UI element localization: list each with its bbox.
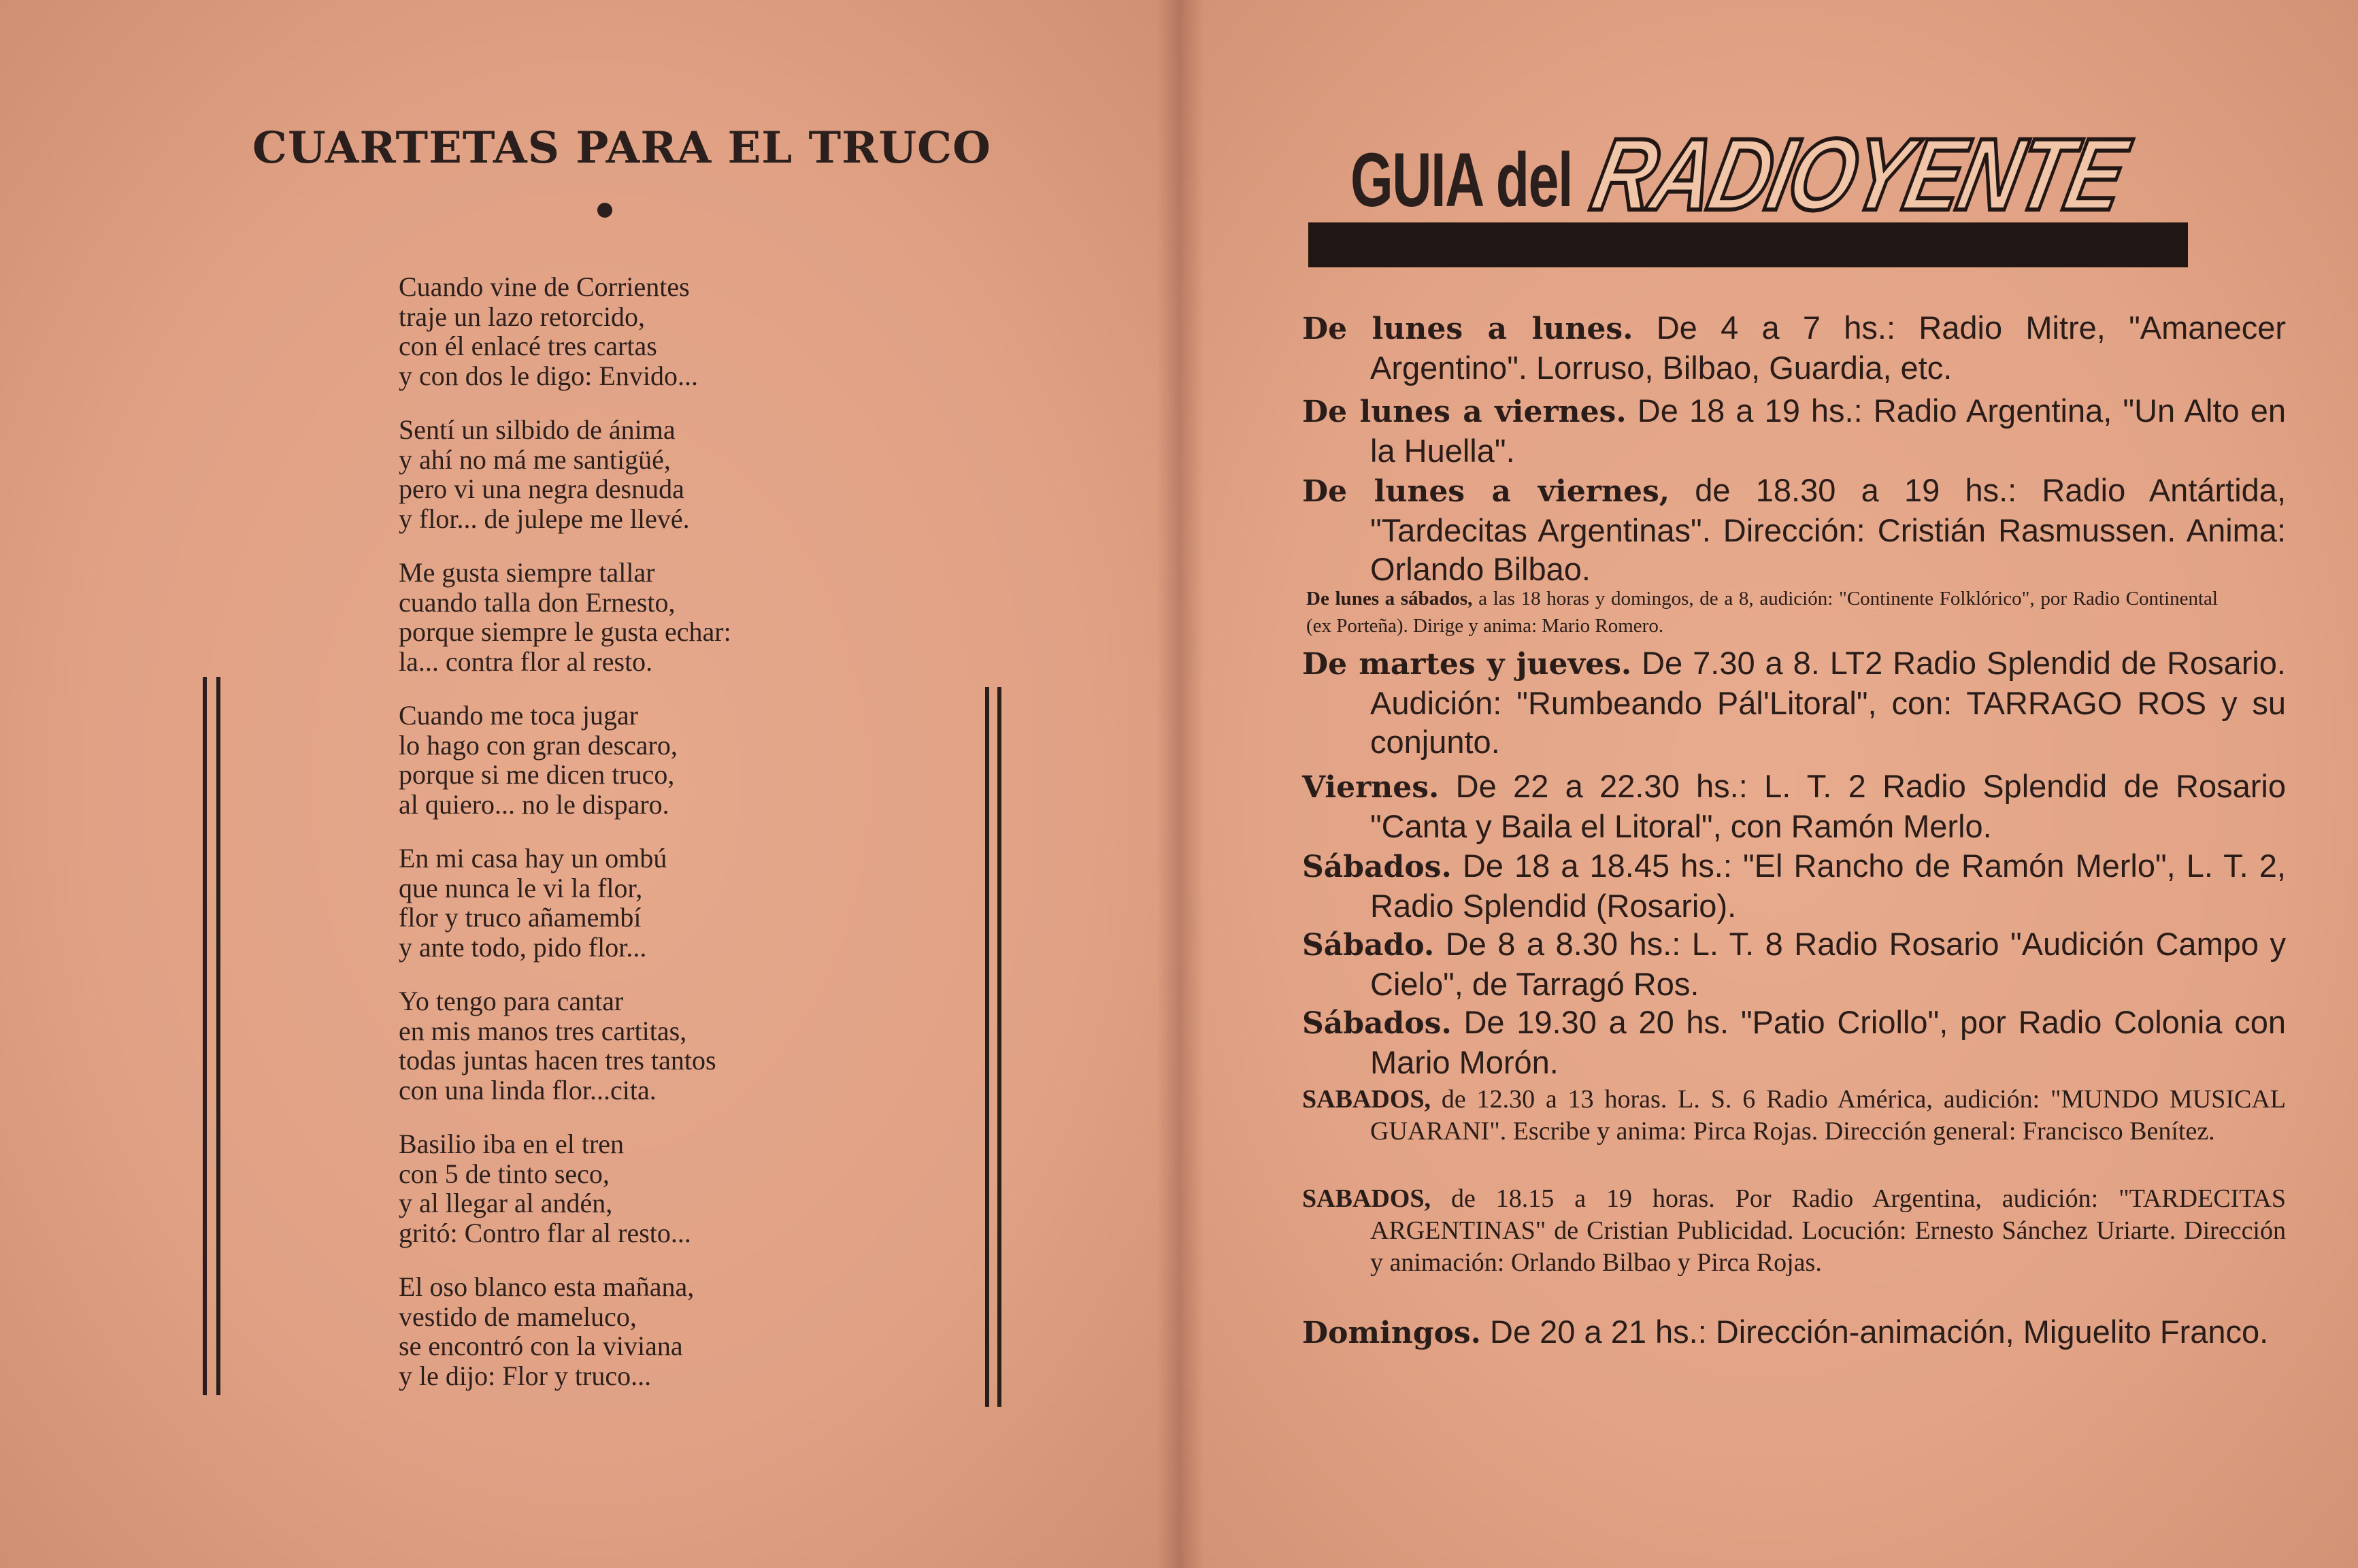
verse-line: y flor... de julepe me llevé. xyxy=(399,503,690,534)
verse-line: cuando talla don Ernesto, xyxy=(399,586,676,618)
verse-line: con una linda flor...cita. xyxy=(399,1074,657,1105)
entry-details: De 8 a 8.30 hs.: L. T. 8 Radio Rosario "Audición Campo y Cielo", de Tarragó Ros. xyxy=(1370,926,2286,1002)
verse-line: en mis manos tres cartitas, xyxy=(399,1015,687,1046)
entry-day: Sábados. xyxy=(1302,850,1452,884)
guide-entry xyxy=(1302,924,2286,1003)
verse-line: y con dos le digo: Envido... xyxy=(399,360,698,391)
verse-line: con 5 de tinto seco, xyxy=(399,1158,610,1189)
verse-line: todas juntas hacen tres tantos xyxy=(399,1045,716,1075)
guide-entry xyxy=(1302,1003,2286,1082)
vertical-rule xyxy=(985,687,989,1407)
verse-line: gritó: Contro flar al resto... xyxy=(399,1217,691,1248)
verse-line: pero vi una negra desnuda xyxy=(399,473,684,504)
entry-details: De 22 a 22.30 hs.: L. T. 2 Radio Splendid de Rosario "Canta y Baila el Litoral", con Ramón Merlo. xyxy=(1370,768,2286,844)
entry-day: Sábados. xyxy=(1302,1006,1452,1041)
stanza xyxy=(399,986,889,1105)
entry-day: De lunes a lunes. xyxy=(1302,312,1633,346)
stanza xyxy=(399,701,889,819)
entry-day: Viernes. xyxy=(1302,770,1440,805)
verse-line: traje un lazo retorcido, xyxy=(399,301,646,332)
page-title: CUARTETAS PARA EL TRUCO xyxy=(252,122,991,173)
guide-entry xyxy=(1302,846,2286,925)
stanza xyxy=(399,844,889,962)
entry-day: De lunes a viernes, xyxy=(1302,474,1670,509)
vertical-rule xyxy=(203,677,207,1395)
stanza xyxy=(399,558,889,676)
entry-details: De 19.30 a 20 hs. "Patio Criollo", por Radio Colonia con Mario Morón. xyxy=(1370,1004,2286,1080)
verse-line: con él enlacé tres cartas xyxy=(399,331,657,361)
verse-line: y al llegar al andén, xyxy=(399,1188,613,1218)
header-guia: GUIA del xyxy=(1350,137,1573,222)
guide-entry xyxy=(1302,1183,2286,1279)
entry-day: Sábado. xyxy=(1302,928,1435,963)
header-radioyente-logo: RADIOYENTE xyxy=(1583,117,2134,231)
verse-line: En mi casa hay un ombú xyxy=(399,843,667,873)
entry-details: De 4 a 7 hs.: Radio Mitre, "Amanecer Argentino". Lorruso, Bilbao, Guardia, etc. xyxy=(1370,310,2286,386)
verse-line: El oso blanco esta mañana, xyxy=(399,1271,695,1302)
entry-details: De 18 a 18.45 hs.: "El Rancho de Ramón Merlo", L. T. 2, Radio Splendid (Rosario). xyxy=(1370,848,2286,924)
poem-stanzas xyxy=(399,272,889,1415)
verse-line: Me gusta siempre tallar xyxy=(399,557,655,588)
verse-line: flor y truco añamembí xyxy=(399,902,642,933)
verse-line: y ahí no má me santigüé, xyxy=(399,444,671,475)
entry-details: De 7.30 a 8. LT2 Radio Splendid de Rosario. Audición: "Rumbeando Pál'Litoral", con: TARRAGO ROS y su conjunto. xyxy=(1370,645,2286,760)
entry-day: SABADOS, xyxy=(1302,1085,1431,1114)
verse-line: Yo tengo para cantar xyxy=(399,986,624,1016)
verse-line: vestido de mameluco, xyxy=(399,1301,637,1332)
entry-day: De martes y jueves. xyxy=(1302,647,1632,682)
guide-entry xyxy=(1302,1084,2286,1148)
guide-entry xyxy=(1302,308,2286,387)
entry-details: de 12.30 a 13 horas. L. S. 6 Radio América, audición: "MUNDO MUSICAL GUARANI". Escribe y anima: Pirca Rojas. Dirección general: Francisco Benítez. xyxy=(1370,1085,2286,1146)
stanza xyxy=(399,1129,889,1248)
entry-day: De lunes a sábados, xyxy=(1306,588,1473,610)
entry-details: de 18.15 a 19 horas. Por Radio Argentina, audición: "TARDECITAS ARGENTINAS" de Cristian Publicidad. Locución: Ernesto Sánchez Uriarte. Dirección y animación: Orlando Bilbao y Pirca Rojas. xyxy=(1370,1184,2286,1277)
entry-details: de 18.30 a 19 hs.: Radio Antártida, "Tardecitas Argentinas". Dirección: Cristián Rasmussen. Anima: Orlando Bilbao. xyxy=(1370,472,2287,587)
verse-line: Cuando vine de Corrientes xyxy=(399,271,690,302)
book-spine xyxy=(1157,0,1204,1568)
guide-entry xyxy=(1302,391,2286,470)
bullet-ornament xyxy=(597,203,612,218)
stanza xyxy=(399,1272,889,1390)
guide-entry xyxy=(1302,1312,2286,1352)
guide-entry xyxy=(1302,471,2286,588)
entry-day: Domingos. xyxy=(1302,1316,1481,1350)
verse-line: Basilio iba en el tren xyxy=(399,1129,625,1159)
verse-line: lo hago con gran descaro, xyxy=(399,729,678,761)
verse-line: la... contra flor al resto. xyxy=(399,646,653,677)
verse-line: porque siempre le gusta echar: xyxy=(399,616,731,647)
stanza xyxy=(399,415,889,533)
entry-details: De 18 a 19 hs.: Radio Argentina, "Un Alto en la Huella". xyxy=(1370,393,2287,469)
verse-line: se encontró con la viviana xyxy=(399,1331,683,1361)
entry-day: SABADOS, xyxy=(1302,1184,1431,1213)
verse-line: Cuando me toca jugar xyxy=(399,700,639,731)
verse-line: Sentí un silbido de ánima xyxy=(399,414,676,445)
vertical-rule xyxy=(997,687,1001,1407)
guide-entry xyxy=(1306,585,2218,639)
verse-line: al quiero... no le disparo. xyxy=(399,788,669,820)
vertical-rule xyxy=(216,677,220,1395)
guide-entry xyxy=(1302,644,2286,761)
entry-day: De lunes a viernes. xyxy=(1302,395,1627,429)
verse-line: que nunca le vi la flor, xyxy=(399,872,643,903)
verse-line: y le dijo: Flor y truco... xyxy=(399,1360,652,1391)
stanza xyxy=(399,272,889,390)
guide-entry xyxy=(1302,767,2286,846)
entry-details: a las 18 horas y domingos, de a 8, audición: "Continente Folklórico", por Radio Continental (ex Porteña). Dirige y anima: Mario Romero. xyxy=(1306,588,2218,637)
entry-details: De 20 a 21 hs.: Dirección-animación, Miguelito Franco. xyxy=(1480,1314,2269,1350)
verse-line: y ante todo, pido flor... xyxy=(399,931,647,963)
verse-line: porque si me dicen truco, xyxy=(399,759,675,790)
